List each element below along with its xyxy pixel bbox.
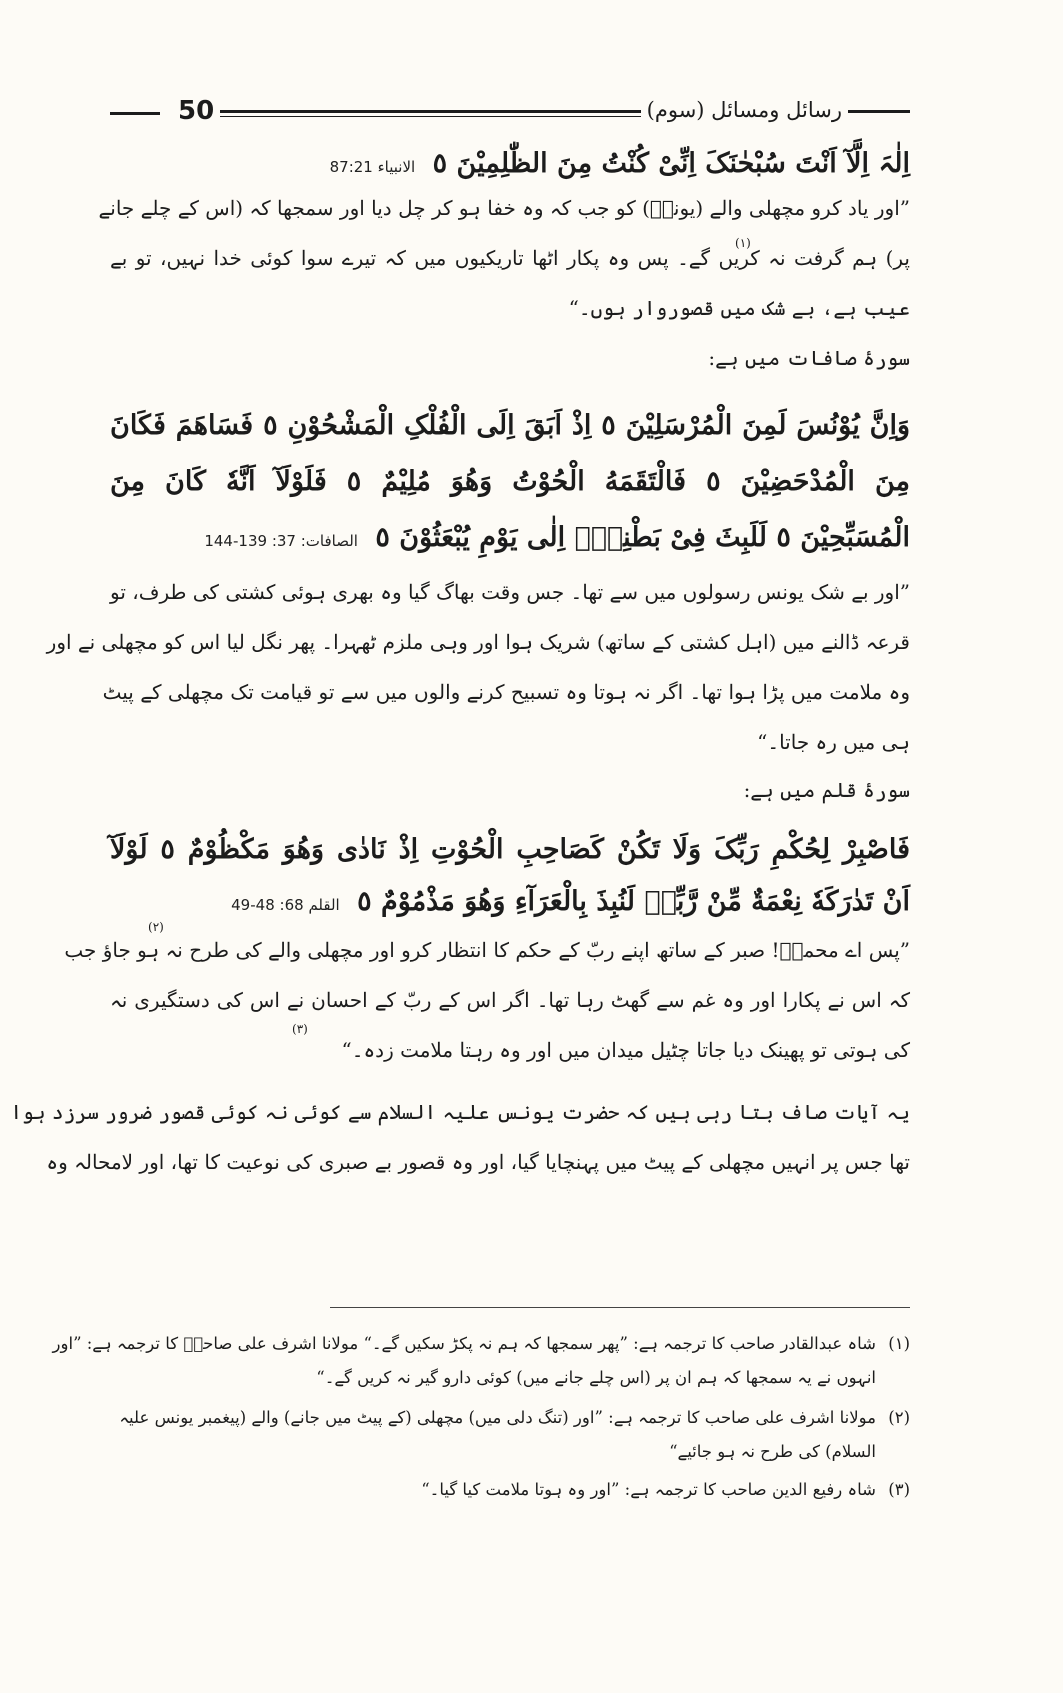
footnote-ref-2: (٢) [148, 920, 164, 934]
translation1-line-2 [110, 240, 910, 276]
footnote-2-line-1 [110, 1404, 910, 1432]
verse1-reference: الانبیاء 87:21 [329, 158, 416, 176]
translation3-line-1: ”پس اے محمدؐ! صبر کے ساتھ اپنے ربّ کے حکم کا انتظار کرو اور مچھلی والے کی طرح نہ ہو جاؤ جب [64, 938, 910, 962]
verse3-line-2-text: اَنْ تَدٰرَکَهٗ نِعْمَةٌ مِّنْ رَّبِّهٖ لَنُبِذَ بِالْعَرَآءِ وَهُوَ مَذْمُوْمٌ ٥ [357, 886, 910, 917]
footnote-2-text: مولانا اشرف علی صاحب کا ترجمہ ہے: ”اور (تنگ دلی میں) مچھلی (کے پیٹ میں جانے) والے (پیغمبر یونس علیہ [119, 1408, 876, 1427]
page-number: 50 [172, 96, 220, 126]
translation3-line-2: کہ اس نے پکارا اور وہ غم سے گھٹ رہا تھا۔ اگر اس کے ربّ کے احسان نے اس کی دستگیری نہ [110, 988, 910, 1012]
footnote-ref-3: (٣) [292, 1022, 308, 1036]
commentary-line-2: تھا جس پر انہیں مچھلی کے پیٹ میں پہنچایا گیا، اور وہ قصور بے صبری کی نوعیت کا تھا، اور لامحالہ وہ [46, 1150, 910, 1174]
translation1-line-3: عیب ہے، بے شک میں قصوروار ہوں۔“ [568, 296, 910, 320]
translation1-line-2-text: پر) ہم گرفت نہ کریں گے۔ پس وہ پکار اٹھا تاریکیوں میں کہ تیرے سوا کوئی خدا نہیں، تو بے [110, 246, 910, 270]
footnote-1-line-2: انہوں نے یہ سمجھا کہ ہم ان پر (اس چلے جانے میں) کوئی دارو گیر نہ کریں گے۔“ [316, 1368, 876, 1387]
footnote-3-text: شاہ رفیع الدین صاحب کا ترجمہ ہے: ”اور وہ ہوتا ملامت کیا گیا۔“ [421, 1480, 876, 1499]
commentary-line-1: یہ آیات صاف بتا رہی ہیں کہ حضرت یونس علیہ السلام سے کوئی نہ کوئی قصور ضرور سرزد ہوا [10, 1100, 910, 1124]
footnote-1-text: شاہ عبدالقادر صاحب کا ترجمہ ہے: ”پھر سمجھا کہ ہم نہ پکڑ سکیں گے۔“ مولانا اشرف علی صاحبؒ کا ترجمہ ہے: ”اور [52, 1334, 876, 1353]
translation2-line-1: ”اور بے شک یونس رسولوں میں سے تھا۔ جس وقت بھاگ گیا وہ بھری ہوئی کشتی کی طرف، تو [110, 580, 910, 604]
verse1-line [110, 142, 910, 186]
verse1-arabic: اِلٰہَ اِلَّآ اَنْتَ سُبْحٰنَکَ اِنِّیْ کُنْتُ مِنَ الظّٰلِمِیْنَ ٥ [432, 148, 910, 179]
surah-saffat-intro: سورۂ صافات میں ہے: [708, 346, 910, 370]
surah-qalam-intro: سورۂ قلم میں ہے: [743, 778, 910, 802]
page-header [110, 96, 910, 136]
footnote-2-line-2: السلام) کی طرح نہ ہو جائیے“ [669, 1442, 876, 1461]
footnote-ref-1: (١) [735, 236, 751, 250]
verse3-line-1: فَاصْبِرْ لِحُکْمِ رَبِّکَ وَلَا تَکُنْ کَصَاحِبِ الْحُوْتِ اِذْ نَادٰی وَهُوَ مَکْظُوْمٌ ٥ لَوْلَآ [110, 834, 910, 865]
verse3-reference: القلم 68: 48-49 [231, 896, 340, 914]
header-rule-middle [215, 110, 655, 113]
verse3-line-2 [110, 880, 910, 924]
verse2-reference: الصافات: 37: 139-144 [204, 532, 358, 550]
footnote-3-mark: (٣) [888, 1480, 910, 1499]
footnote-2-mark: (٢) [888, 1408, 910, 1427]
footnote-separator [330, 1307, 910, 1308]
translation2-line-3: وہ ملامت میں پڑا ہوا تھا۔ اگر نہ ہوتا وہ تسبیح کرنے والوں میں سے تو قیامت تک مچھلی کے پیٹ [102, 680, 910, 704]
header-rule-right [845, 110, 910, 113]
header-rule-middle-thin [215, 116, 655, 117]
verse2-line-2: مِنَ الْمُدْحَضِیْنَ ٥ فَالْتَقَمَهُ الْحُوْتُ وَهُوَ مُلِیْمٌ ٥ فَلَوْلَآ اَنَّهٗ کَانَ مِنَ [110, 466, 910, 497]
footnote-1-line-1 [52, 1330, 910, 1358]
footnote-3-line-1 [110, 1476, 910, 1504]
translation2-line-4: ہی میں رہ جاتا۔“ [757, 730, 910, 754]
translation3-line-3: کی ہوتی تو پھینک دیا جاتا چٹیل میدان میں اور وہ رہتا ملامت زدہ۔“ [341, 1038, 910, 1062]
verse2-line-3 [110, 516, 910, 560]
footnote-1-mark: (١) [888, 1334, 910, 1353]
translation1-line-1: ”اور یاد کرو مچھلی والے (یونسؑ) کو جب کہ وہ خفا ہو کر چل دیا اور سمجھا کہ (اس کے چلے جانے [98, 196, 910, 220]
book-title: رسائل ومسائل (سوم) [641, 98, 848, 122]
header-rule-left [110, 112, 160, 115]
verse2-line-3-text: الْمُسَبِّحِیْنَ ٥ لَلَبِثَ فِیْ بَطْنِهٖۤ اِلٰی یَوْمِ یُبْعَثُوْنَ ٥ [375, 522, 910, 553]
translation2-line-2: قرعہ ڈالنے میں (اہل کشتی کے ساتھ) شریک ہوا اور وہی ملزم ٹھہرا۔ پھر نگل لیا اس کو مچھلی نے اور [46, 630, 910, 654]
verse2-line-1: وَاِنَّ یُوْنُسَ لَمِنَ الْمُرْسَلِیْنَ ٥ اِذْ اَبَقَ اِلَی الْفُلْکِ الْمَشْحُوْنِ ٥ فَسَاهَمَ فَکَانَ [110, 410, 910, 441]
